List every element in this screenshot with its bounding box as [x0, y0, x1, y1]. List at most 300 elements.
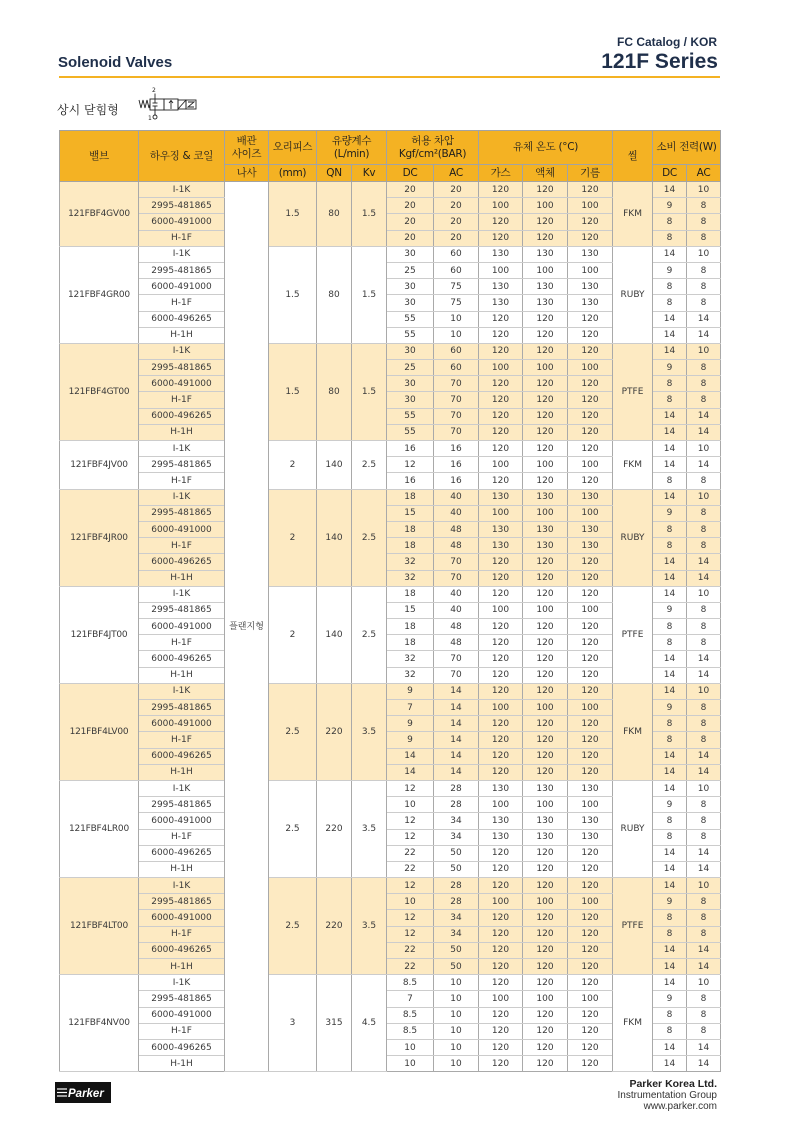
power-dc: 14 [653, 748, 687, 764]
port-bottom-label: 1 [148, 115, 152, 122]
power-ac: 8 [687, 295, 721, 311]
temp-gas: 100 [479, 360, 523, 376]
temp-oil: 120 [568, 959, 613, 975]
power-dc: 14 [653, 441, 687, 457]
power-ac: 8 [687, 214, 721, 230]
pressure-dc: 30 [387, 279, 434, 295]
valve-model: 121FBF4JV00 [60, 441, 139, 490]
seal-material: PTFE [613, 343, 653, 440]
temp-gas: 120 [479, 1007, 523, 1023]
housing-coil: 6000-496265 [139, 408, 225, 424]
power-dc: 8 [653, 732, 687, 748]
temp-gas: 120 [479, 716, 523, 732]
pressure-ac: 75 [434, 279, 479, 295]
temp-oil: 120 [568, 214, 613, 230]
temp-oil: 130 [568, 489, 613, 505]
pressure-dc: 32 [387, 570, 434, 586]
pressure-ac: 28 [434, 894, 479, 910]
power-dc: 8 [653, 538, 687, 554]
temp-oil: 120 [568, 716, 613, 732]
power-dc: 9 [653, 505, 687, 521]
col-orifice: 오리피스 [269, 131, 317, 165]
pressure-ac: 34 [434, 813, 479, 829]
power-ac: 14 [687, 667, 721, 683]
power-dc: 14 [653, 457, 687, 473]
temp-gas: 130 [479, 489, 523, 505]
power-dc: 14 [653, 343, 687, 359]
pressure-ac: 10 [434, 1023, 479, 1039]
power-ac: 8 [687, 910, 721, 926]
power-ac: 14 [687, 424, 721, 440]
orifice-size: 2 [269, 489, 317, 586]
power-ac: 10 [687, 878, 721, 894]
housing-coil: 6000-491000 [139, 521, 225, 537]
temp-oil: 120 [568, 554, 613, 570]
col-pressure [387, 131, 479, 165]
pressure-dc: 9 [387, 683, 434, 699]
pressure-dc: 20 [387, 214, 434, 230]
temp-gas: 120 [479, 619, 523, 635]
temp-liquid: 120 [523, 441, 568, 457]
pressure-dc: 22 [387, 861, 434, 877]
seal-material: RUBY [613, 489, 653, 586]
power-dc: 9 [653, 602, 687, 618]
temp-gas: 120 [479, 311, 523, 327]
housing-coil: 6000-491000 [139, 716, 225, 732]
temp-gas: 120 [479, 635, 523, 651]
power-ac: 8 [687, 1023, 721, 1039]
col-flow-kv: Kv [352, 165, 387, 182]
power-ac: 14 [687, 457, 721, 473]
pressure-dc: 30 [387, 343, 434, 359]
col-pressure-ac: AC [434, 165, 479, 182]
temp-gas: 120 [479, 441, 523, 457]
temp-oil: 120 [568, 683, 613, 699]
valve-model: 121FBF4JT00 [60, 586, 139, 683]
power-dc: 8 [653, 813, 687, 829]
pressure-dc: 18 [387, 635, 434, 651]
pressure-dc: 18 [387, 586, 434, 602]
housing-coil: I-1K [139, 246, 225, 262]
temp-gas: 130 [479, 813, 523, 829]
temp-gas: 120 [479, 683, 523, 699]
power-dc: 8 [653, 473, 687, 489]
temp-oil: 100 [568, 360, 613, 376]
temp-liquid: 120 [523, 619, 568, 635]
temp-gas: 120 [479, 748, 523, 764]
seal-material: PTFE [613, 586, 653, 683]
temp-liquid: 100 [523, 700, 568, 716]
valve-model: 121FBF4GR00 [60, 246, 139, 343]
flow-kv: 2.5 [352, 441, 387, 490]
pressure-dc: 25 [387, 262, 434, 278]
valve-model: 121FBF4LT00 [60, 878, 139, 975]
temp-liquid: 120 [523, 376, 568, 392]
pressure-ac: 50 [434, 942, 479, 958]
housing-coil: H-1F [139, 392, 225, 408]
col-seal: 씰 [613, 131, 653, 182]
temp-gas: 120 [479, 651, 523, 667]
housing-coil: 2995-481865 [139, 700, 225, 716]
power-dc: 14 [653, 489, 687, 505]
power-ac: 10 [687, 343, 721, 359]
col-temp-gas: 가스 [479, 165, 523, 182]
temp-oil: 120 [568, 619, 613, 635]
power-ac: 10 [687, 182, 721, 198]
spring-icon [139, 100, 150, 108]
power-dc: 14 [653, 182, 687, 198]
temp-oil: 120 [568, 1056, 613, 1072]
power-dc: 14 [653, 651, 687, 667]
flow-kv: 3.5 [352, 780, 387, 877]
temp-gas: 100 [479, 991, 523, 1007]
pressure-dc: 22 [387, 942, 434, 958]
housing-coil: H-1H [139, 764, 225, 780]
pressure-dc: 32 [387, 554, 434, 570]
housing-coil: I-1K [139, 683, 225, 699]
temp-liquid: 130 [523, 295, 568, 311]
power-dc: 8 [653, 716, 687, 732]
pressure-dc: 32 [387, 667, 434, 683]
temp-gas: 120 [479, 554, 523, 570]
power-dc: 14 [653, 554, 687, 570]
valve-closed-position [150, 99, 164, 110]
temp-oil: 100 [568, 505, 613, 521]
housing-coil: I-1K [139, 182, 225, 198]
temp-liquid: 130 [523, 813, 568, 829]
power-ac: 14 [687, 651, 721, 667]
pressure-ac: 20 [434, 214, 479, 230]
power-dc: 8 [653, 1023, 687, 1039]
pressure-dc: 12 [387, 926, 434, 942]
housing-coil: H-1F [139, 732, 225, 748]
col-pipe-size [225, 131, 269, 165]
valve-model: 121FBF4NV00 [60, 975, 139, 1072]
housing-coil: 6000-496265 [139, 554, 225, 570]
temp-oil: 120 [568, 1039, 613, 1055]
flow-kv: 1.5 [352, 343, 387, 440]
orifice-size: 1.5 [269, 246, 317, 343]
power-dc: 14 [653, 764, 687, 780]
port-top-label: 2 [152, 87, 156, 94]
power-ac: 14 [687, 845, 721, 861]
flow-qn: 220 [317, 878, 352, 975]
temp-oil: 120 [568, 182, 613, 198]
housing-coil: H-1F [139, 295, 225, 311]
pressure-ac: 70 [434, 392, 479, 408]
temp-oil: 100 [568, 991, 613, 1007]
website-text: www.parker.com [643, 1101, 717, 1112]
pressure-dc: 18 [387, 489, 434, 505]
pressure-dc: 14 [387, 748, 434, 764]
header-divider [59, 76, 720, 78]
temp-liquid: 120 [523, 408, 568, 424]
flow-qn: 220 [317, 683, 352, 780]
temp-oil: 120 [568, 635, 613, 651]
valve-type-label: 상시 닫힘형 [57, 103, 119, 117]
power-ac: 10 [687, 780, 721, 796]
power-ac: 8 [687, 894, 721, 910]
table-row [60, 343, 721, 359]
pressure-ac: 14 [434, 716, 479, 732]
pressure-ac: 40 [434, 586, 479, 602]
pressure-ac: 50 [434, 861, 479, 877]
pressure-ac: 10 [434, 991, 479, 1007]
pressure-ac: 10 [434, 311, 479, 327]
temp-liquid: 120 [523, 667, 568, 683]
temp-liquid: 130 [523, 538, 568, 554]
pressure-ac: 70 [434, 554, 479, 570]
housing-coil: H-1F [139, 635, 225, 651]
power-ac: 10 [687, 441, 721, 457]
housing-coil: 2995-481865 [139, 602, 225, 618]
pressure-ac: 16 [434, 441, 479, 457]
temp-gas: 120 [479, 1056, 523, 1072]
temp-liquid: 120 [523, 975, 568, 991]
table-row [60, 683, 721, 699]
parker-logo [55, 1082, 111, 1103]
temp-liquid: 120 [523, 230, 568, 246]
temp-gas: 130 [479, 246, 523, 262]
power-dc: 14 [653, 586, 687, 602]
pressure-dc: 9 [387, 732, 434, 748]
temp-liquid: 120 [523, 1039, 568, 1055]
housing-coil: 6000-496265 [139, 748, 225, 764]
flow-qn: 220 [317, 780, 352, 877]
temp-oil: 120 [568, 748, 613, 764]
power-ac: 14 [687, 1039, 721, 1055]
power-dc: 9 [653, 991, 687, 1007]
temp-liquid: 120 [523, 1056, 568, 1072]
temp-liquid: 120 [523, 942, 568, 958]
col-power-ac: AC [687, 165, 721, 182]
pressure-ac: 34 [434, 910, 479, 926]
power-dc: 14 [653, 570, 687, 586]
series-title: 121F Series [601, 50, 718, 73]
housing-coil: H-1H [139, 861, 225, 877]
temp-liquid: 120 [523, 1007, 568, 1023]
table-header [60, 131, 721, 182]
pressure-dc: 7 [387, 991, 434, 1007]
housing-coil: 2995-481865 [139, 991, 225, 1007]
pressure-ac: 70 [434, 570, 479, 586]
orifice-size: 3 [269, 975, 317, 1072]
pressure-dc: 12 [387, 457, 434, 473]
power-dc: 9 [653, 797, 687, 813]
housing-coil: 6000-496265 [139, 311, 225, 327]
power-dc: 8 [653, 295, 687, 311]
power-ac: 10 [687, 246, 721, 262]
power-ac: 8 [687, 521, 721, 537]
power-ac: 8 [687, 926, 721, 942]
power-ac: 8 [687, 538, 721, 554]
pressure-ac: 70 [434, 424, 479, 440]
housing-coil: H-1H [139, 1056, 225, 1072]
pressure-ac: 16 [434, 457, 479, 473]
power-dc: 8 [653, 376, 687, 392]
temp-gas: 100 [479, 457, 523, 473]
pressure-ac: 48 [434, 521, 479, 537]
power-ac: 14 [687, 327, 721, 343]
housing-coil: 2995-481865 [139, 262, 225, 278]
temp-liquid: 120 [523, 732, 568, 748]
pressure-ac: 10 [434, 327, 479, 343]
temp-liquid: 120 [523, 683, 568, 699]
housing-coil: 6000-496265 [139, 942, 225, 958]
temp-gas: 120 [479, 910, 523, 926]
pressure-dc: 20 [387, 182, 434, 198]
power-ac: 14 [687, 311, 721, 327]
temp-gas: 130 [479, 521, 523, 537]
col-pipe-size-sub: 나사 [225, 165, 269, 182]
pressure-dc: 32 [387, 651, 434, 667]
temp-oil: 130 [568, 813, 613, 829]
temp-gas: 120 [479, 926, 523, 942]
temp-oil: 120 [568, 570, 613, 586]
power-ac: 14 [687, 408, 721, 424]
seal-material: RUBY [613, 780, 653, 877]
temp-liquid: 120 [523, 182, 568, 198]
temp-gas: 130 [479, 780, 523, 796]
temp-gas: 100 [479, 894, 523, 910]
temp-liquid: 130 [523, 279, 568, 295]
pressure-ac: 40 [434, 505, 479, 521]
power-dc: 8 [653, 910, 687, 926]
power-ac: 8 [687, 230, 721, 246]
temp-gas: 130 [479, 829, 523, 845]
temp-oil: 130 [568, 521, 613, 537]
pressure-ac: 14 [434, 732, 479, 748]
power-dc: 14 [653, 1039, 687, 1055]
temp-gas: 120 [479, 959, 523, 975]
temp-liquid: 120 [523, 473, 568, 489]
temp-gas: 100 [479, 797, 523, 813]
orifice-size: 1.5 [269, 182, 317, 247]
temp-liquid: 100 [523, 457, 568, 473]
power-dc: 14 [653, 942, 687, 958]
flow-qn: 80 [317, 343, 352, 440]
pressure-dc: 15 [387, 602, 434, 618]
temp-liquid: 100 [523, 602, 568, 618]
pressure-dc: 55 [387, 424, 434, 440]
temp-gas: 120 [479, 214, 523, 230]
pressure-ac: 70 [434, 667, 479, 683]
temp-oil: 120 [568, 1007, 613, 1023]
temp-oil: 120 [568, 764, 613, 780]
pressure-dc: 7 [387, 700, 434, 716]
housing-coil: 6000-491000 [139, 1007, 225, 1023]
housing-coil: 2995-481865 [139, 505, 225, 521]
pressure-dc: 55 [387, 408, 434, 424]
temp-liquid: 120 [523, 861, 568, 877]
col-flow-qn: QN [317, 165, 352, 182]
flow-kv: 2.5 [352, 489, 387, 586]
temp-gas: 100 [479, 700, 523, 716]
pressure-ac: 10 [434, 975, 479, 991]
power-dc: 8 [653, 926, 687, 942]
power-ac: 8 [687, 829, 721, 845]
power-ac: 10 [687, 683, 721, 699]
power-dc: 14 [653, 845, 687, 861]
housing-coil: 6000-491000 [139, 619, 225, 635]
orifice-size: 2 [269, 586, 317, 683]
temp-liquid: 100 [523, 797, 568, 813]
table-row [60, 246, 721, 262]
temp-oil: 120 [568, 942, 613, 958]
flow-qn: 80 [317, 246, 352, 343]
housing-coil: H-1H [139, 959, 225, 975]
table-body [60, 182, 721, 1072]
seal-material: PTFE [613, 878, 653, 975]
pressure-ac: 40 [434, 602, 479, 618]
power-dc: 14 [653, 327, 687, 343]
pressure-ac: 28 [434, 878, 479, 894]
table-row [60, 489, 721, 505]
power-ac: 10 [687, 975, 721, 991]
temp-liquid: 120 [523, 424, 568, 440]
power-dc: 8 [653, 214, 687, 230]
footer-contact [618, 1078, 718, 1112]
spec-table [59, 130, 721, 1072]
housing-coil: 2995-481865 [139, 360, 225, 376]
housing-coil: I-1K [139, 586, 225, 602]
valve-model: 121FBF4GV00 [60, 182, 139, 247]
col-temp-oil: 기름 [568, 165, 613, 182]
temp-liquid: 120 [523, 878, 568, 894]
temp-liquid: 120 [523, 343, 568, 359]
col-flow [317, 131, 387, 165]
housing-coil: I-1K [139, 343, 225, 359]
pressure-dc: 12 [387, 780, 434, 796]
pressure-ac: 20 [434, 198, 479, 214]
temp-oil: 120 [568, 586, 613, 602]
temp-gas: 120 [479, 343, 523, 359]
power-ac: 14 [687, 748, 721, 764]
housing-coil: H-1F [139, 473, 225, 489]
temp-liquid: 120 [523, 586, 568, 602]
pressure-dc: 12 [387, 829, 434, 845]
temp-oil: 130 [568, 279, 613, 295]
company-name: Parker Korea Ltd. [629, 1078, 717, 1090]
valve-model: 121FBF4GT00 [60, 343, 139, 440]
pressure-dc: 10 [387, 1056, 434, 1072]
temp-gas: 120 [479, 182, 523, 198]
temp-liquid: 120 [523, 635, 568, 651]
housing-coil: 6000-491000 [139, 214, 225, 230]
flow-kv: 3.5 [352, 878, 387, 975]
pressure-ac: 20 [434, 230, 479, 246]
temp-liquid: 120 [523, 392, 568, 408]
valve-model: 121FBF4JR00 [60, 489, 139, 586]
temp-liquid: 130 [523, 521, 568, 537]
temp-liquid: 120 [523, 845, 568, 861]
temp-gas: 120 [479, 424, 523, 440]
power-ac: 14 [687, 570, 721, 586]
section-title: Solenoid Valves [58, 54, 173, 71]
power-dc: 14 [653, 959, 687, 975]
temp-gas: 120 [479, 586, 523, 602]
pressure-dc: 12 [387, 910, 434, 926]
housing-coil: 2995-481865 [139, 894, 225, 910]
temp-liquid: 120 [523, 651, 568, 667]
temp-liquid: 120 [523, 748, 568, 764]
power-dc: 9 [653, 360, 687, 376]
power-ac: 14 [687, 861, 721, 877]
housing-coil: H-1F [139, 230, 225, 246]
valve-model: 121FBF4LV00 [60, 683, 139, 780]
power-ac: 8 [687, 262, 721, 278]
flow-kv: 2.5 [352, 586, 387, 683]
